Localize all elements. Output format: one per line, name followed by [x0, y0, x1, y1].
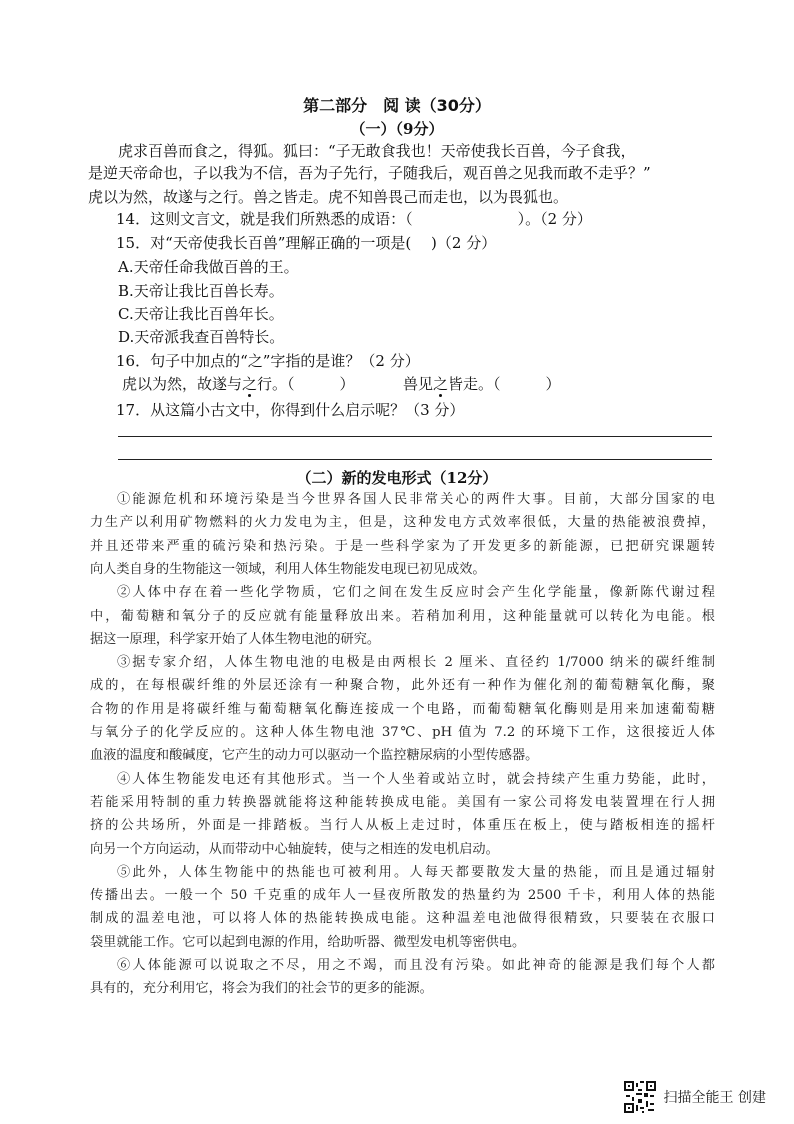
part2-line: ⑥人体能源可以说取之不尽，用之不竭，而且没有污染。如此神奇的能源是我们每个人都 — [117, 958, 715, 973]
q16-b-dotted-char: 之 — [433, 375, 449, 393]
section-title: 第二部分 阅 读（30分） — [303, 96, 491, 115]
q15-option-b: B.天帝让我比百兽长寿。 — [118, 282, 284, 300]
part2-line: 力生产以利用矿物燃料的火力发电为主，但是，这种发电方式效率很低，大量的热能被浪费掉， — [90, 515, 715, 531]
q16-b-pre: 兽见 — [403, 375, 434, 393]
part2-line: ③据专家介绍，人体生物电池的电极是由两根长 2 厘米、直径约 1/7000 纳米的碳纤维制 — [117, 655, 715, 671]
passage-line-3: 虎以为然，故遂与之行。兽之皆走。虎不知兽畏己而走也，以为畏狐也。 — [88, 188, 569, 206]
part2-line: 若能采用特制的重力转换器就能将这种能转换成电能。美国有一家公司将发电装置埋在行人拥 — [90, 794, 715, 810]
q16-a-post: 行。（ ） — [257, 375, 355, 393]
question-16: 16．句子中加点的“之”字指的是谁？（2 分） — [116, 352, 420, 370]
question-17: 17．从这篇小古文中，你得到什么启示呢？（3 分） — [116, 401, 465, 419]
part2-line: 具有的，充分利用它，将会为我们的社会节的更多的能源。 — [90, 981, 433, 997]
part1-title: （一）（9分） — [350, 120, 444, 138]
part2-line: 制成的温差电池，可以将人体的热能转换成电能。这种温差电池做得很精致，只要装在衣服口 — [90, 911, 715, 927]
part2-title: （二）新的发电形式（12分） — [296, 469, 498, 487]
q15-option-a: A.天帝任命我做百兽的王。 — [118, 258, 299, 276]
q16-a-dotted-char: 之 — [242, 375, 258, 393]
part2-line: 袋里就能工作。它可以起到电源的作用，给助听器、微型发电机等密供电。 — [90, 934, 526, 950]
scanner-footer — [624, 1081, 766, 1113]
q16-sentence-a — [122, 373, 355, 395]
q15-option-c: C.天帝让我比百兽年长。 — [118, 305, 284, 323]
part2-line: 合物的作用是将碳纤维与葡萄糖氧化酶连接成一个电路，而葡萄糖氧化酶则是用来加速葡萄糖 — [90, 701, 715, 717]
question-14: 14．这则文言文，就是我们所熟悉的成语：（ ）。（2 分） — [116, 210, 592, 228]
q16-a-pre: 虎以为然，故遂与 — [122, 375, 243, 393]
answer-line-1 — [118, 436, 712, 437]
qr-code-icon — [624, 1081, 656, 1113]
part2-line: 据这一原理，科学家开始了人体生物电池的研究。 — [90, 631, 381, 647]
part2-line: 中，葡萄糖和氧分子的反应就有能量释放出来。若稍加利用，这种能量就可以转化为电能。根 — [90, 608, 715, 624]
part2-line: 挤的公共场所，外面是一排踏板。当行人从板上走过时，体重压在板上，使与踏板相连的摇杆 — [90, 818, 715, 834]
question-15: 15．对“天帝使我长百兽”理解正确的一项是( )（2 分） — [116, 234, 497, 252]
part2-line: ②人体中存在着一些化学物质，它们之间在发生反应时会产生化学能量，像新陈代谢过程 — [117, 585, 715, 601]
footer-text: 扫描全能王 创建 — [663, 1090, 766, 1106]
q15-option-d: D.天帝派我查百兽特长。 — [118, 328, 285, 346]
answer-line-2 — [118, 459, 712, 460]
part2-line: 与氧分子的化学反应的。这种人体生物电池 37℃、pH 值为 7.2 的环境下工作，这很接近人体 — [90, 725, 715, 740]
q16-b-post: 皆走。（ ） — [448, 375, 561, 393]
part2-line: 血液的温度和酸碱度，它产生的动力可以驱动一个监控糖尿病的小型传感器。 — [90, 748, 539, 764]
passage-line-2: 是逆天帝命也，子以我为不信，吾为子先行，子随我后，观百兽之见我而敢不走乎？” — [88, 164, 651, 182]
passage-line-1: 虎求百兽而食之，得狐。狐曰：“子无敢食我也！天帝使我长百兽，今子食我， — [118, 142, 636, 160]
part2-line: ①能源危机和环境污染是当今世界各国人民非常关心的两件大事。目前，大部分国家的电 — [117, 492, 715, 507]
part2-line: ⑤此外，人体生物能中的热能也可被利用。人每天都要散发大量的热能，而且是通过辐射 — [117, 864, 715, 880]
part2-line: ④人体生物能发电还有其他形式。当一个人坐着或站立时，就会持续产生重力势能，此时， — [117, 771, 715, 787]
part2-line: 向另一个方向运动，从而带动中心轴旋转，使与之相连的发电机启动。 — [90, 841, 499, 857]
part2-line: 成的，在每根碳纤维的外层还涂有一种聚合物，此外还有一种作为催化剂的葡萄糖氧化酶，聚 — [90, 678, 715, 694]
part2-line: 并且还带来严重的硫污染和热污染。于是一些科学家为了开发更多的新能源，已把研究课题转 — [90, 538, 715, 554]
part2-line: 传播出去。一般一个 50 千克重的成年人一昼夜所散发的热量约为 2500 千卡，利用人体的热能 — [90, 888, 715, 904]
q16-sentence-b — [403, 373, 561, 395]
part2-line: 向人类自身的生物能这一领域，利用人体生物能发电现已初见成效。 — [90, 561, 486, 577]
